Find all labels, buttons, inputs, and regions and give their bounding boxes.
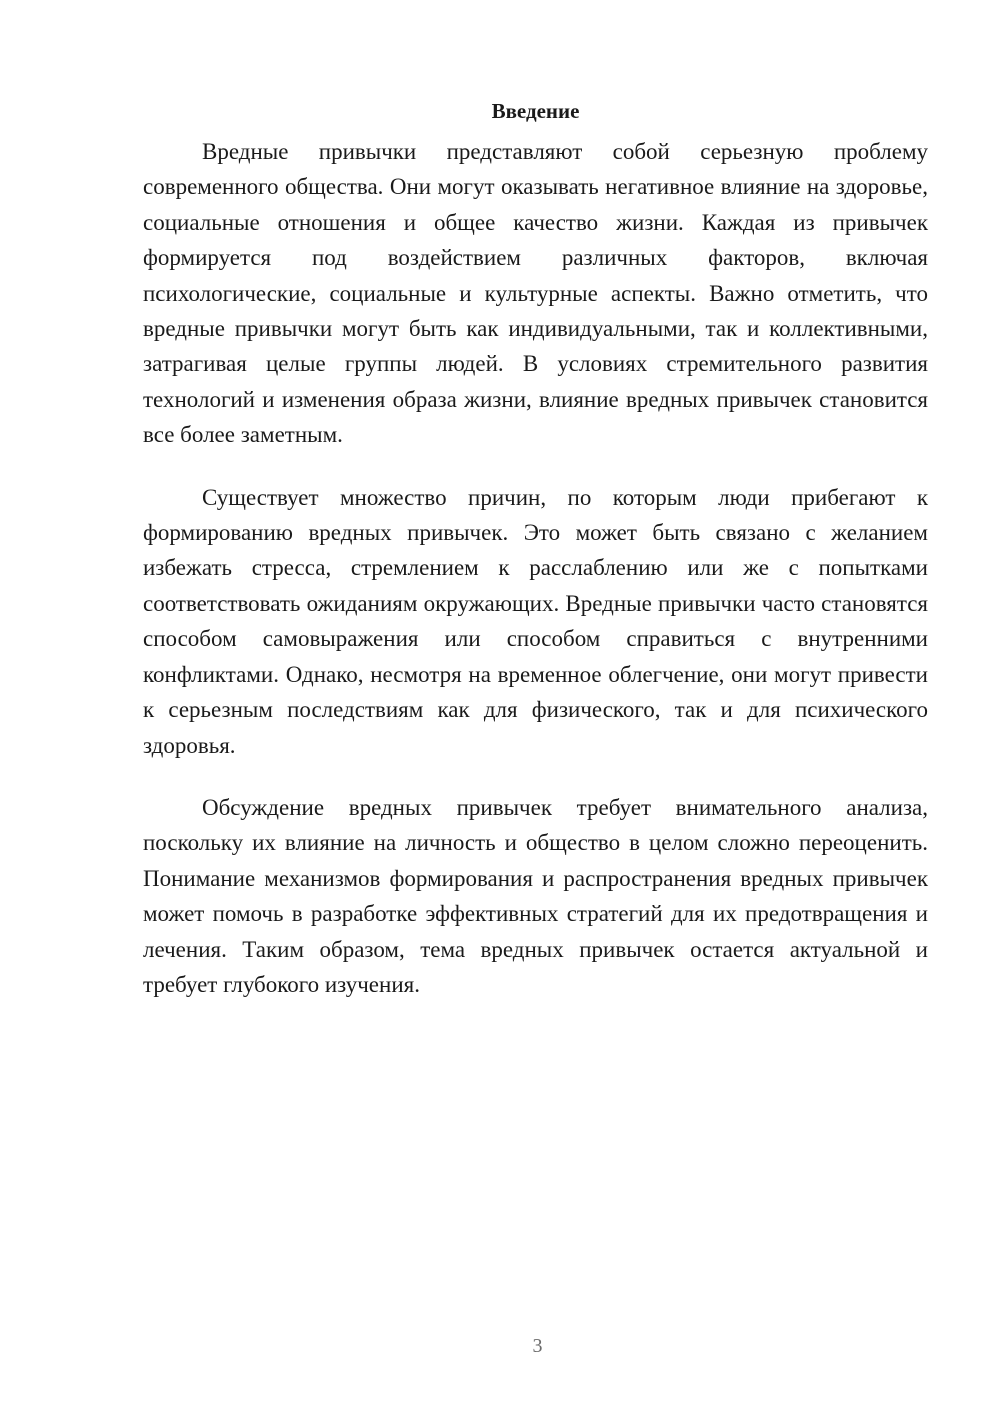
paragraph-3: Обсуждение вредных привычек требует внимательного анализа, поскольку их влияние на личность и общество в целом сложно переоценить. Понимание механизмов формирования и распространения вредных привычек может помочь в разработке эффективных стратегий для их предотвращения и лечения. Таким образом, тема вредных привычек остается актуальной и требует глубокого изучения. [143, 794, 928, 997]
page-content [143, 96, 928, 1029]
page-number: 3 [532, 1335, 543, 1357]
paragraph-2: Существует множество причин, по которым люди прибегают к формированию вредных привычек. Это может быть связано с желанием избежать стресса, стремлением к расслаблению или же с попытками соответствовать ожиданиям окружающих. Вредные привычки часто становятся способом самовыражения или способом справиться с внутренними конфликтами. Однако, несмотря на временное облегчение, они могут привести к серьезным последствиям как для физического, так и для психического здоровья. [143, 484, 928, 758]
section-heading: Введение [491, 99, 580, 123]
paragraph-1: Вредные привычки представляют собой серьезную проблему современного общества. Они могут оказывать негативное влияние на здоровье, социальные отношения и общее качество жизни. Каждая из привычек формируется под воздействием различных факторов, включая психологические, социальные и культурные аспекты. Важно отметить, что вредные привычки могут быть как индивидуальными, так и коллективными, затрагивая целые группы людей. В условиях стремительного развития технологий и изменения образа жизни, влияние вредных привычек становится все более заметным. [143, 139, 928, 448]
